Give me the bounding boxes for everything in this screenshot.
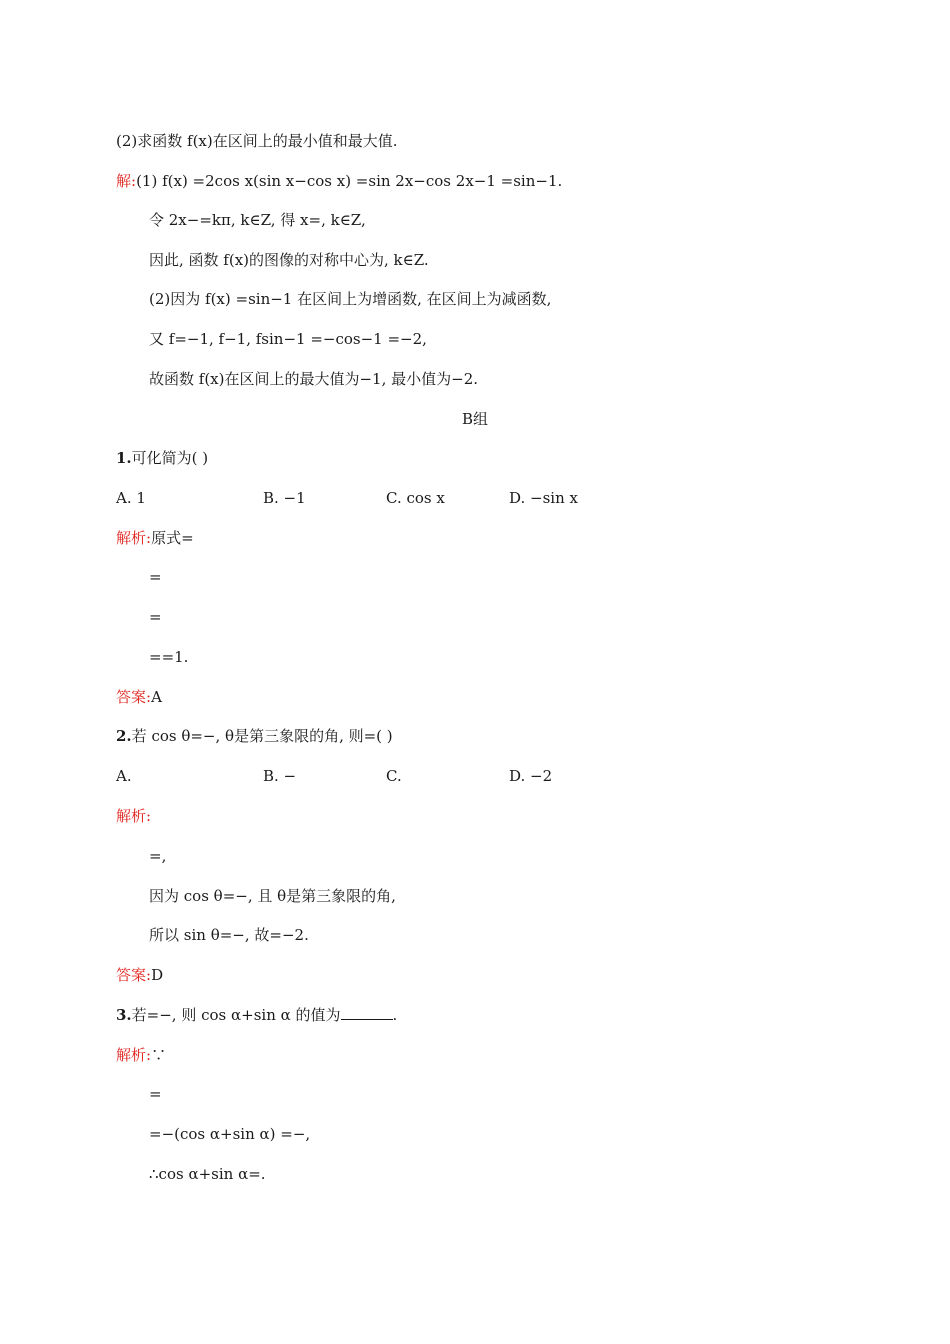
question-text: (2)求函数 f(x)在区间上的最小值和最大值. [116,132,398,150]
analysis-text: 原式= [151,529,194,547]
question-number: 1. [116,449,132,467]
q2-choice-d: D. −2 [509,767,553,785]
answer-label: 答案: [116,966,152,984]
q1-choice-a: A. 1 [116,489,146,507]
solution-text: 令 2x−=kπ, k∈Z, 得 x=, k∈Z, [149,211,366,229]
analysis-label: 解析: [116,529,152,547]
solution-line-5 [149,329,427,349]
question-number: 2. [116,727,132,745]
q1-choice-b: B. −1 [263,489,306,507]
analysis-text: =, [149,847,167,865]
q1-analysis-line-2 [149,567,162,587]
analysis-text: 所以 sin θ=−, 故=−2. [149,926,309,944]
q3-analysis-label-line [116,1045,166,1065]
analysis-text: = [149,568,162,586]
q2-answer [116,965,163,985]
solution-line-6 [149,369,478,389]
solution-line-3 [149,250,429,270]
solution-text: (1) f(x) =2cos x(sin x−cos x) =sin 2x−cos 2x−1 =sin−1. [136,172,563,190]
solution-line-1 [116,171,562,191]
question-2 [116,726,393,746]
question-3 [116,1005,397,1025]
q3-analysis-line-2 [149,1124,310,1144]
analysis-text: = [149,608,162,626]
solution-text: (2)因为 f(x) =sin−1 在区间上为增函数, 在区间上为减函数, [149,290,552,308]
q1-answer [116,687,162,707]
q2-analysis-line-1 [149,846,166,866]
q3-analysis-line-3 [149,1164,266,1184]
q2-choice-c: C. [386,767,402,785]
solution-text: 又 f=−1, f−1, fsin−1 =−cos−1 =−2, [149,330,427,348]
solution-text: 因此, 函数 f(x)的图像的对称中心为, k∈Z. [149,251,429,269]
q1-analysis-line-3 [149,607,162,627]
q2-analysis-line-3 [149,925,309,945]
answer-label: 答案: [116,688,152,706]
group-b-heading [0,409,950,429]
question-stem-end: . [392,1006,398,1024]
q2-analysis-line-2 [149,886,396,906]
answer-value: A [151,688,162,706]
analysis-text: ∴cos α+sin α=. [149,1165,266,1183]
q1-choice-c: C. cos x [386,489,445,507]
analysis-text: = [149,1085,162,1103]
question-stem: 若 cos θ=−, θ是第三象限的角, 则=( ) [131,727,393,745]
solution-text: 故函数 f(x)在区间上的最大值为−1, 最小值为−2. [149,370,479,388]
solution-line-4 [149,289,551,309]
q2-choice-b: B. − [263,767,297,785]
question-2-part2 [116,131,398,151]
because-symbol: ∵ [151,1046,167,1064]
q1-analysis-line-4 [149,647,188,667]
solution-line-2 [149,210,366,230]
question-number: 3. [116,1006,132,1024]
solution-label: 解: [116,172,137,190]
question-stem: 可化简为( ) [131,449,209,467]
q2-analysis-label-line [116,806,151,826]
q3-analysis-line-1 [149,1084,162,1104]
section-heading: B组 [461,410,489,428]
q1-choice-d: D. −sin x [509,489,578,507]
q1-analysis-line-1 [116,528,194,548]
question-stem: 若=−, 则 cos α+sin α 的值为 [131,1006,341,1024]
analysis-text: ==1. [149,648,189,666]
analysis-text: =−(cos α+sin α) =−, [149,1125,311,1143]
analysis-label: 解析: [116,1046,152,1064]
question-1 [116,448,208,468]
analysis-text: 因为 cos θ=−, 且 θ是第三象限的角, [149,887,396,905]
answer-blank [341,1005,393,1020]
analysis-label: 解析: [116,807,152,825]
q2-choice-a: A. [116,767,132,785]
answer-value: D [151,966,164,984]
